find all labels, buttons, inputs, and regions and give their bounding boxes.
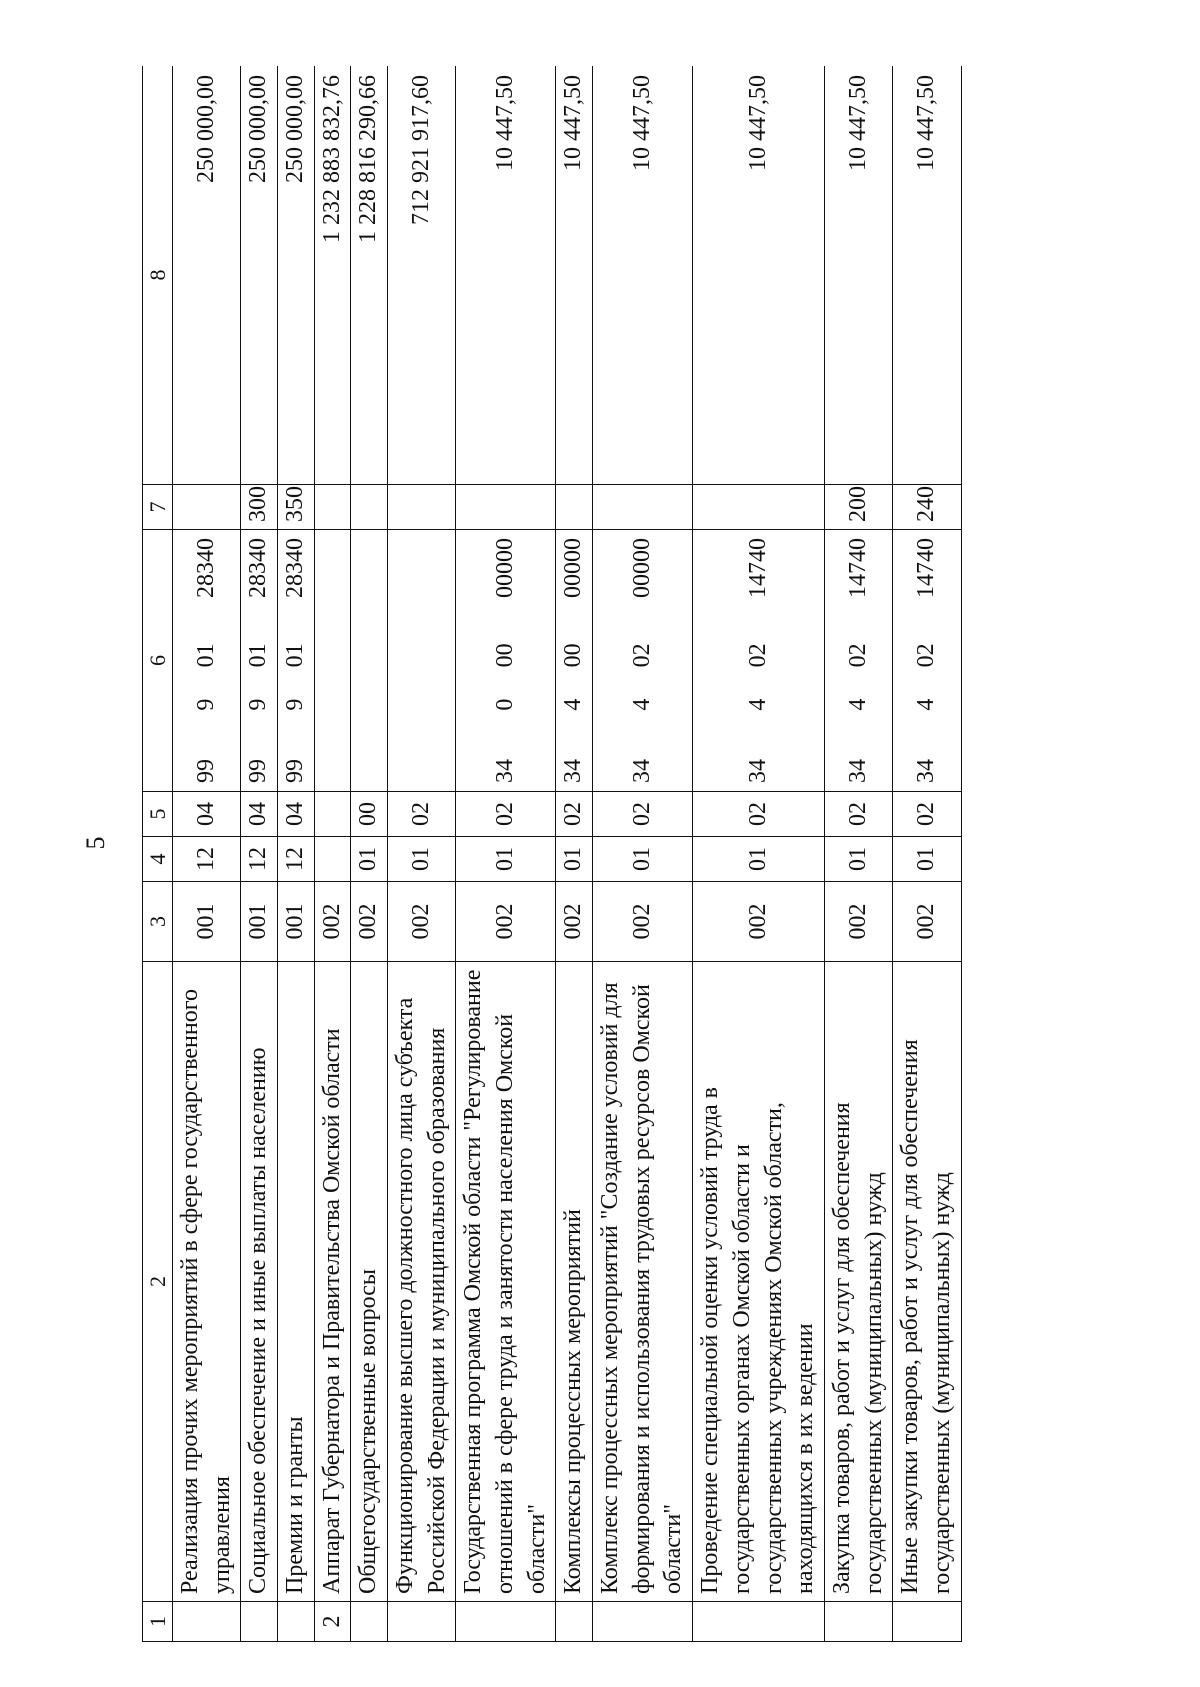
target-article-part: 99 (282, 759, 309, 783)
amount-cell: 250 000,00 (241, 66, 278, 485)
expense-type-cell (593, 485, 693, 530)
expense-type-cell: 350 (278, 485, 315, 530)
row-name-cell: Функционирование высшего должностного лица субъекта Российской Федерации и муниципального образования (388, 962, 456, 1602)
header-col-8: 8 (143, 66, 173, 485)
section-code-cell: 12 (278, 837, 315, 882)
section-code-cell: 01 (556, 837, 593, 882)
table-row (314, 66, 351, 1642)
table-body (173, 66, 962, 1642)
table-row (351, 66, 388, 1642)
header-col-1: 1 (143, 1602, 173, 1642)
target-article-part: 34 (560, 759, 587, 783)
subsection-code-cell (314, 792, 351, 837)
budget-table (142, 66, 962, 1642)
target-article-part: 34 (844, 759, 871, 783)
amount-cell: 712 921 917,60 (388, 66, 456, 485)
section-code-cell: 01 (693, 837, 825, 882)
subsection-code-cell: 00 (351, 792, 388, 837)
amount-cell: 1 228 816 290,66 (351, 66, 388, 485)
gov-code-cell: 002 (351, 882, 388, 962)
target-article-part: 34 (492, 759, 519, 783)
row-name-cell: Общегосударственные вопросы (351, 962, 388, 1602)
target-article-part: 14740 (913, 538, 940, 599)
target-article-part: 02 (844, 643, 871, 668)
section-code-cell (314, 837, 351, 882)
target-article-part: 9 (245, 698, 272, 711)
target-article-cell (314, 530, 351, 792)
header-col-5: 5 (143, 792, 173, 837)
header-row (143, 66, 173, 1642)
row-name-cell: Государственная программа Омской области "Регулирование отношений в сфере труда и занятости населения Омской области" (456, 962, 556, 1602)
amount-cell: 10 447,50 (456, 66, 556, 485)
section-code-cell: 01 (456, 837, 556, 882)
row-number-cell (693, 1602, 825, 1642)
target-article-part: 14740 (844, 538, 871, 599)
gov-code-cell: 002 (893, 882, 961, 962)
subsection-code-cell: 04 (278, 792, 315, 837)
gov-code-cell: 002 (825, 882, 893, 962)
expense-type-cell (693, 485, 825, 530)
expense-type-cell (556, 485, 593, 530)
target-article-cell (693, 530, 825, 792)
target-article-part: 14740 (744, 538, 771, 599)
target-article-part: 01 (192, 643, 219, 668)
expense-type-cell (173, 485, 241, 530)
table-viewport (142, 66, 1200, 1642)
row-name-cell: Иные закупки товаров, работ и услуг для обеспечения государственных (муниципальных) нужд (893, 962, 961, 1602)
row-name-cell: Проведение специальной оценки условий труда в государственных органах Омской области и государственных учреждениях Омской области, находящихся в их ведении (693, 962, 825, 1602)
row-name-cell: Социальное обеспечение и иные выплаты населению (241, 962, 278, 1602)
table-row (825, 66, 893, 1642)
subsection-code-cell: 04 (173, 792, 241, 837)
target-article-part: 00000 (492, 538, 519, 599)
row-name-cell: Закупка товаров, работ и услуг для обеспечения государственных (муниципальных) нужд (825, 962, 893, 1602)
row-number-cell (893, 1602, 961, 1642)
page-number: 5 (81, 836, 110, 850)
target-article-part: 00 (492, 643, 519, 668)
table-row (456, 66, 556, 1642)
row-number-cell (278, 1602, 315, 1642)
expense-type-cell: 300 (241, 485, 278, 530)
row-number-cell (351, 1602, 388, 1642)
table-row (241, 66, 278, 1642)
row-number-cell (593, 1602, 693, 1642)
row-number-cell (388, 1602, 456, 1642)
target-article-part: 28340 (245, 538, 272, 599)
row-number-cell (825, 1602, 893, 1642)
header-col-6: 6 (143, 530, 173, 792)
target-article-part: 34 (744, 759, 771, 783)
subsection-code-cell: 02 (593, 792, 693, 837)
gov-code-cell: 002 (593, 882, 693, 962)
table-row (693, 66, 825, 1642)
target-article-part: 00000 (560, 538, 587, 599)
target-article-part: 4 (560, 698, 587, 711)
target-article-part: 9 (192, 698, 219, 711)
amount-cell: 250 000,00 (173, 66, 241, 485)
target-article-part: 01 (245, 643, 272, 668)
expense-type-cell: 240 (893, 485, 961, 530)
section-code-cell: 01 (388, 837, 456, 882)
table-row (593, 66, 693, 1642)
table-row (388, 66, 456, 1642)
target-article-part: 01 (282, 643, 309, 668)
header-col-7: 7 (143, 485, 173, 530)
gov-code-cell: 002 (456, 882, 556, 962)
section-code-cell: 01 (351, 837, 388, 882)
row-name-cell: Реализация прочих мероприятий в сфере государственного управления (173, 962, 241, 1602)
target-article-part: 99 (245, 759, 272, 783)
row-number-cell (456, 1602, 556, 1642)
gov-code-cell: 001 (241, 882, 278, 962)
amount-cell: 10 447,50 (893, 66, 961, 485)
subsection-code-cell: 02 (456, 792, 556, 837)
expense-type-cell (388, 485, 456, 530)
target-article-cell (241, 530, 278, 792)
subsection-code-cell: 02 (388, 792, 456, 837)
target-article-part: 00 (560, 643, 587, 668)
target-article-part: 00000 (628, 538, 655, 599)
target-article-part: 28340 (192, 538, 219, 599)
subsection-code-cell: 04 (241, 792, 278, 837)
amount-cell: 10 447,50 (556, 66, 593, 485)
subsection-code-cell: 02 (556, 792, 593, 837)
table-row (173, 66, 241, 1642)
row-number-cell (173, 1602, 241, 1642)
target-article-cell (893, 530, 961, 792)
gov-code-cell: 001 (173, 882, 241, 962)
target-article-part: 02 (628, 643, 655, 668)
subsection-code-cell: 02 (693, 792, 825, 837)
section-code-cell: 12 (241, 837, 278, 882)
expense-type-cell: 200 (825, 485, 893, 530)
section-code-cell: 01 (825, 837, 893, 882)
amount-cell: 10 447,50 (593, 66, 693, 485)
target-article-cell (173, 530, 241, 792)
gov-code-cell: 002 (693, 882, 825, 962)
section-code-cell: 12 (173, 837, 241, 882)
target-article-part: 34 (628, 759, 655, 783)
target-article-part: 34 (913, 759, 940, 783)
section-code-cell: 01 (593, 837, 693, 882)
gov-code-cell: 002 (556, 882, 593, 962)
target-article-cell (593, 530, 693, 792)
target-article-part: 02 (744, 643, 771, 668)
amount-cell: 250 000,00 (278, 66, 315, 485)
row-number-cell (556, 1602, 593, 1642)
expense-type-cell (314, 485, 351, 530)
target-article-cell (825, 530, 893, 792)
table-row (893, 66, 961, 1642)
target-article-cell (278, 530, 315, 792)
header-col-4: 4 (143, 837, 173, 882)
row-name-cell: Премии и гранты (278, 962, 315, 1602)
target-article-part: 28340 (282, 538, 309, 599)
target-article-cell (388, 530, 456, 792)
row-number-cell (241, 1602, 278, 1642)
target-article-part: 4 (913, 698, 940, 711)
target-article-part: 0 (492, 698, 519, 711)
gov-code-cell: 001 (278, 882, 315, 962)
target-article-cell (456, 530, 556, 792)
target-article-part: 4 (844, 698, 871, 711)
subsection-code-cell: 02 (893, 792, 961, 837)
header-col-3: 3 (143, 882, 173, 962)
section-code-cell: 01 (893, 837, 961, 882)
amount-cell: 1 232 883 832,76 (314, 66, 351, 485)
amount-cell: 10 447,50 (693, 66, 825, 485)
gov-code-cell: 002 (388, 882, 456, 962)
row-number-cell: 2 (314, 1602, 351, 1642)
expense-type-cell (351, 485, 388, 530)
target-article-part: 9 (282, 698, 309, 711)
table-row (278, 66, 315, 1642)
target-article-part: 99 (192, 759, 219, 783)
amount-cell: 10 447,50 (825, 66, 893, 485)
table-row (556, 66, 593, 1642)
target-article-cell (556, 530, 593, 792)
budget-table-rotated (142, 66, 1200, 1642)
target-article-part: 4 (628, 698, 655, 711)
row-name-cell: Комплекс процессных мероприятий "Создание условий для формирования и использования трудовых ресурсов Омской области" (593, 962, 693, 1602)
target-article-part: 4 (744, 698, 771, 711)
row-name-cell: Комплексы процессных мероприятий (556, 962, 593, 1602)
row-name-cell: Аппарат Губернатора и Правительства Омской области (314, 962, 351, 1602)
target-article-cell (351, 530, 388, 792)
subsection-code-cell: 02 (825, 792, 893, 837)
header-col-2: 2 (143, 962, 173, 1602)
gov-code-cell: 002 (314, 882, 351, 962)
expense-type-cell (456, 485, 556, 530)
target-article-part: 02 (913, 643, 940, 668)
